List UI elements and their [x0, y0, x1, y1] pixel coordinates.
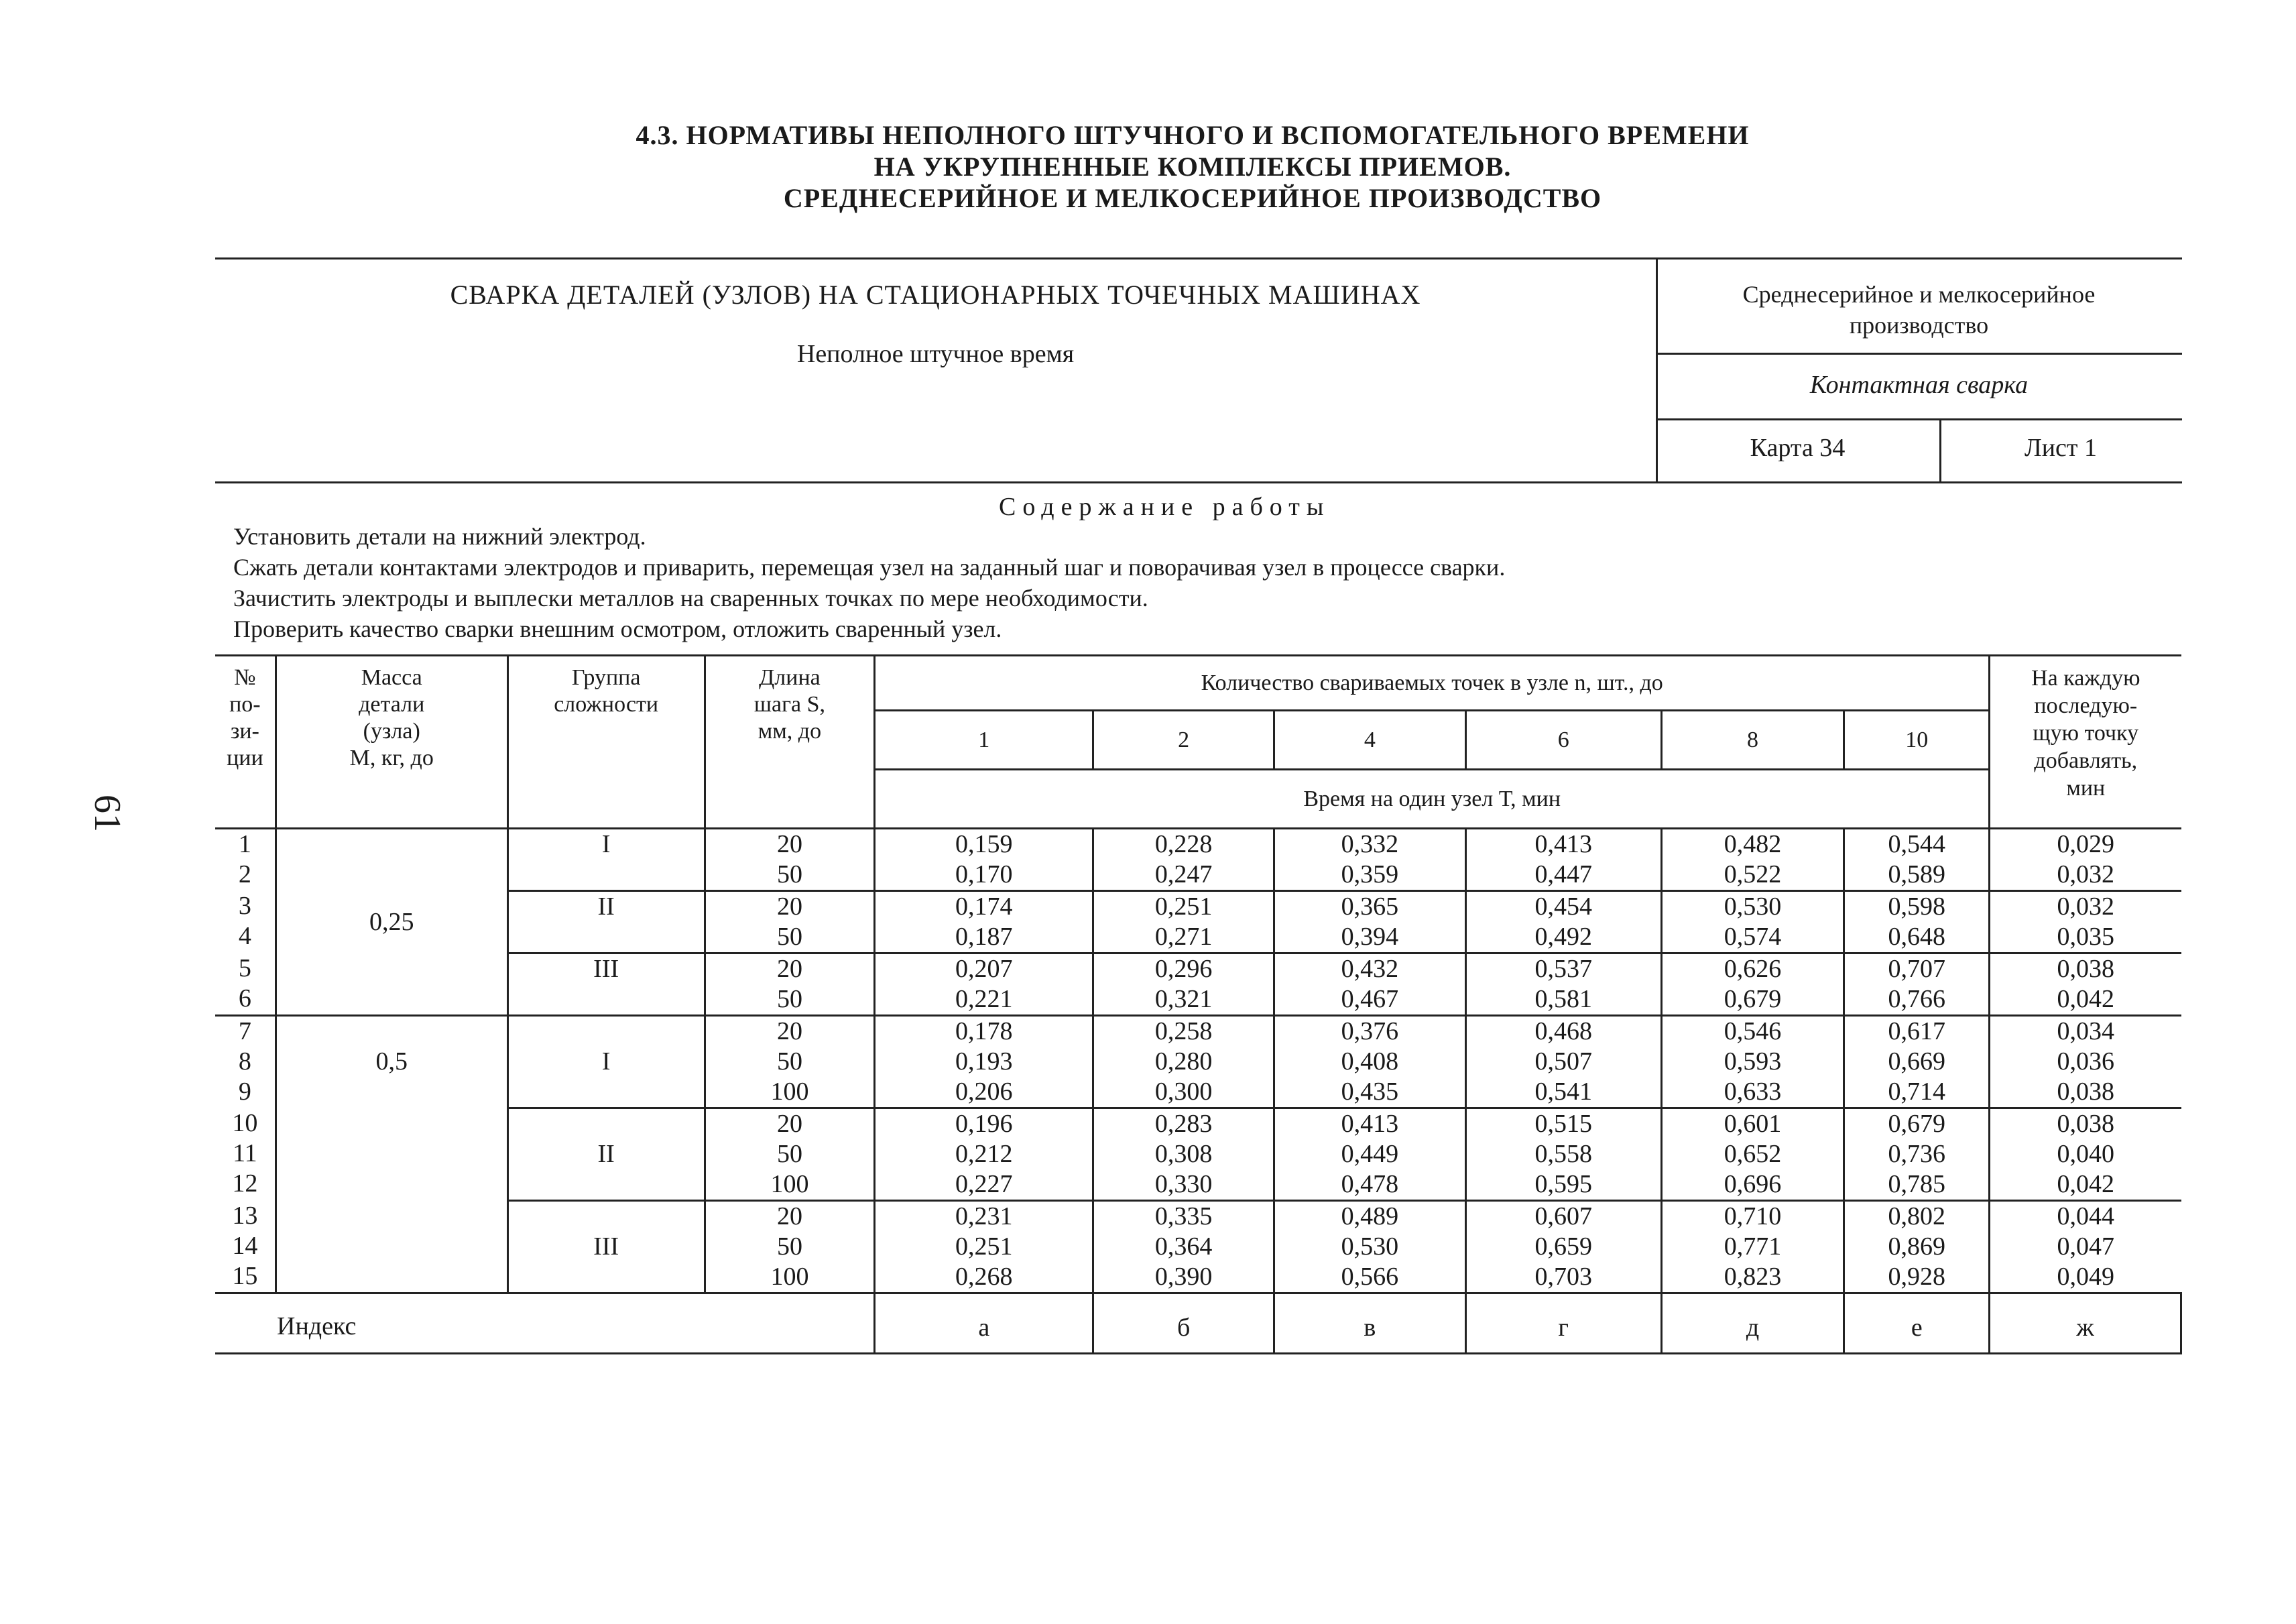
index-cell: а: [875, 1293, 1093, 1354]
pos-cell: 5 6: [215, 953, 276, 1016]
page-number: 61: [86, 795, 128, 832]
extra-cell: 0,044 0,047 0,049: [1990, 1201, 2181, 1293]
time-cell: 0,296 0,321: [1093, 953, 1274, 1016]
card-header-top-rule: [215, 257, 2182, 259]
time-cell: 0,228 0,247: [1093, 829, 1274, 891]
time-cell: 0,332 0,359: [1274, 829, 1466, 891]
work-content-line: Проверить качество сварки внешним осмотром, отложить сваренный узел.: [233, 616, 1002, 642]
time-cell: 0,601 0,652 0,696: [1661, 1108, 1844, 1201]
sheet-number: Лист 1: [2024, 434, 2098, 462]
group-cell: I: [507, 829, 705, 891]
time-cell: 0,251 0,271: [1093, 891, 1274, 953]
time-cell: 0,707 0,766: [1844, 953, 1990, 1016]
pos-cell: 7 8 9: [215, 1016, 276, 1108]
pos-cell: 13 14 15: [215, 1201, 276, 1293]
time-cell: 0,376 0,408 0,435: [1274, 1016, 1466, 1108]
group-cell: II: [507, 1108, 705, 1201]
norm-table: [215, 654, 2182, 1354]
index-label: Индекс: [215, 1293, 875, 1354]
time-cell: 0,159 0,170: [875, 829, 1093, 891]
production-line-1: Среднесерийное и мелкосерийное: [1742, 281, 2096, 308]
extra-cell: 0,034 0,036 0,038: [1990, 1016, 2181, 1108]
time-cell: 0,178 0,193 0,206: [875, 1016, 1093, 1108]
index-cell: г: [1465, 1293, 1661, 1354]
mass-cell: 0,25: [276, 829, 507, 1016]
time-cell: 0,258 0,280 0,300: [1093, 1016, 1274, 1108]
header-points-title: Количество свариваемых точек в узле n, шт., до: [875, 656, 1990, 711]
time-cell: 0,679 0,736 0,785: [1844, 1108, 1990, 1201]
time-cell: 0,802 0,869 0,928: [1844, 1201, 1990, 1293]
index-cell: в: [1274, 1293, 1466, 1354]
time-cell: 0,482 0,522: [1661, 829, 1844, 891]
header-points-6: 6: [1465, 711, 1661, 770]
pos-cell: 10 11 12: [215, 1108, 276, 1201]
time-cell: 0,544 0,589: [1844, 829, 1990, 891]
header-points-2: 2: [1093, 711, 1274, 770]
time-cell: 0,174 0,187: [875, 891, 1093, 953]
header-points-4: 4: [1274, 711, 1466, 770]
time-cell: 0,413 0,449 0,478: [1274, 1108, 1466, 1201]
time-cell: 0,617 0,669 0,714: [1844, 1016, 1990, 1108]
header-step: Длина шага S, мм, до: [705, 656, 875, 829]
time-cell: 0,489 0,530 0,566: [1274, 1201, 1466, 1293]
pos-cell: 3 4: [215, 891, 276, 953]
step-cell: 20 50: [705, 891, 875, 953]
time-cell: 0,537 0,581: [1465, 953, 1661, 1016]
card-title: СВАРКА ДЕТАЛЕЙ (УЗЛОВ) НА СТАЦИОНАРНЫХ ТОЧЕЧНЫХ МАШИНАХ: [450, 280, 1421, 310]
card-subtitle: Неполное штучное время: [796, 340, 1075, 368]
time-cell: 0,335 0,364 0,390: [1093, 1201, 1274, 1293]
extra-cell: 0,032 0,035: [1990, 891, 2181, 953]
index-cell: б: [1093, 1293, 1274, 1354]
time-cell: 0,231 0,251 0,268: [875, 1201, 1093, 1293]
extra-cell: 0,029 0,032: [1990, 829, 2181, 891]
heading-line-3: СРЕДНЕСЕРИЙНОЕ И МЕЛКОСЕРИЙНОЕ ПРОИЗВОДСТВО: [783, 183, 1602, 213]
header-mass: Масса детали (узла) М, кг, до: [276, 656, 507, 829]
time-cell: 0,413 0,447: [1465, 829, 1661, 891]
header-position: № по- зи- ции: [215, 656, 276, 829]
time-cell: 0,546 0,593 0,633: [1661, 1016, 1844, 1108]
group-cell: I: [507, 1016, 705, 1108]
card-header-rule-2: [1656, 418, 2182, 420]
time-cell: 0,207 0,221: [875, 953, 1093, 1016]
index-cell: ж: [1990, 1293, 2181, 1354]
header-group: Группа сложности: [507, 656, 705, 829]
step-cell: 20 50: [705, 829, 875, 891]
card-number: Карта 34: [1750, 434, 1846, 462]
header-points-10: 10: [1844, 711, 1990, 770]
work-content-line: Сжать детали контактами электродов и приварить, перемещая узел на заданный шаг и поворачивая узел в процессе сварки.: [233, 554, 1506, 581]
header-extra: На каждую последую- щую точку добавлять, мин: [1990, 656, 2181, 829]
extra-cell: 0,038 0,042: [1990, 953, 2181, 1016]
time-cell: 0,432 0,467: [1274, 953, 1466, 1016]
welding-type: Контактная сварка: [1809, 371, 2029, 399]
heading-line-1: 4.3. НОРМАТИВЫ НЕПОЛНОГО ШТУЧНОГО И ВСПОМОГАТЕЛЬНОГО ВРЕМЕНИ: [636, 120, 1750, 150]
time-cell: 0,468 0,507 0,541: [1465, 1016, 1661, 1108]
heading-line-2: НА УКРУПНЕННЫЕ КОМПЛЕКСЫ ПРИЕМОВ.: [873, 152, 1512, 182]
group-cell: III: [507, 953, 705, 1016]
time-cell: 0,454 0,492: [1465, 891, 1661, 953]
group-cell: III: [507, 1201, 705, 1293]
time-cell: 0,530 0,574: [1661, 891, 1844, 953]
card-header-rule-1: [1656, 353, 2182, 355]
time-cell: 0,626 0,679: [1661, 953, 1844, 1016]
time-cell: 0,515 0,558 0,595: [1465, 1108, 1661, 1201]
step-cell: 20 50 100: [705, 1108, 875, 1201]
step-cell: 20 50 100: [705, 1201, 875, 1293]
extra-cell: 0,038 0,040 0,042: [1990, 1108, 2181, 1201]
time-cell: 0,196 0,212 0,227: [875, 1108, 1093, 1201]
time-cell: 0,365 0,394: [1274, 891, 1466, 953]
time-cell: 0,283 0,308 0,330: [1093, 1108, 1274, 1201]
time-cell: 0,607 0,659 0,703: [1465, 1201, 1661, 1293]
page-heading: [0, 119, 2296, 214]
header-points-1: 1: [875, 711, 1093, 770]
time-cell: 0,598 0,648: [1844, 891, 1990, 953]
step-cell: 20 50: [705, 953, 875, 1016]
header-time-title: Время на один узел Т, мин: [875, 770, 1990, 829]
card-header-bottom-rule: [215, 481, 2182, 483]
work-content-title: Содержание работы: [999, 493, 1331, 521]
production-line-2: производство: [1849, 312, 1989, 339]
work-content-line: Установить детали на нижний электрод.: [233, 523, 646, 550]
index-cell: е: [1844, 1293, 1990, 1354]
header-points-8: 8: [1661, 711, 1844, 770]
step-cell: 20 50 100: [705, 1016, 875, 1108]
group-cell: II: [507, 891, 705, 953]
time-cell: 0,710 0,771 0,823: [1661, 1201, 1844, 1293]
pos-cell: 1 2: [215, 829, 276, 891]
work-content-line: Зачистить электроды и выплески металлов на сваренных точках по мере необходимости.: [233, 585, 1148, 612]
mass-cell: 0,5: [276, 1016, 507, 1293]
index-cell: д: [1661, 1293, 1844, 1354]
